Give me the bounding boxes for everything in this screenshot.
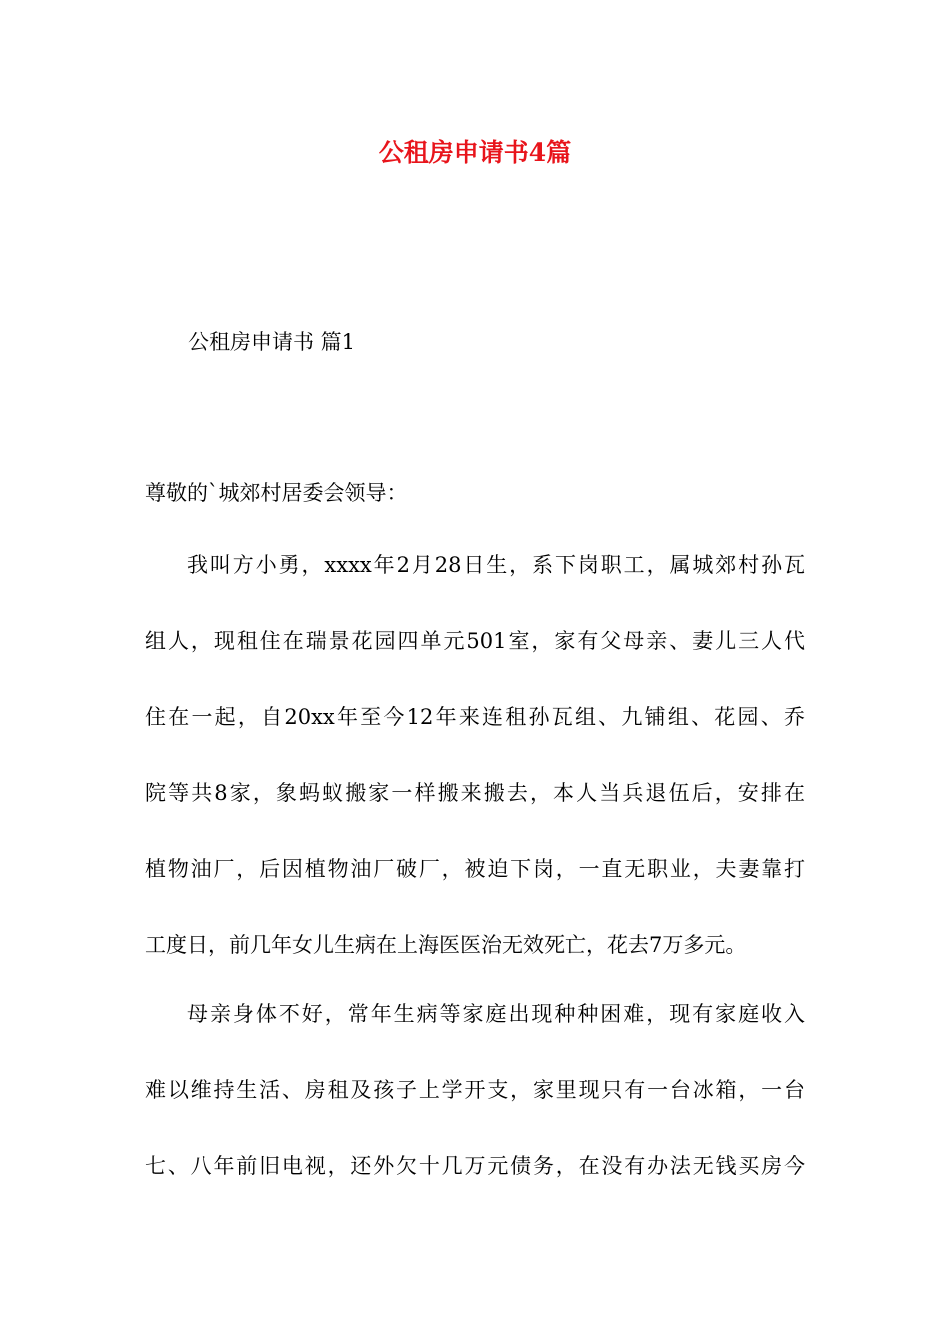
section-heading: 公租房申请书 篇1 bbox=[188, 330, 356, 354]
paragraph-line: 七、八年前旧电视，还外欠十几万元债务，在没有办法无钱买房今 bbox=[145, 1154, 805, 1178]
paragraph-line: 工度日，前几年女儿生病在上海医医治无效死亡，花去7万多元。 bbox=[145, 933, 747, 957]
paragraph-line: 我叫方小勇，xxxx年2月28日生，系下岗职工，属城郊村孙瓦 bbox=[187, 553, 805, 577]
paragraph-1 bbox=[145, 547, 805, 1003]
salutation: 尊敬的`城郊村居委会领导： bbox=[145, 481, 408, 505]
paragraph-line: 组人，现租住在瑞景花园四单元501室，家有父母亲、妻儿三人代 bbox=[145, 629, 805, 653]
paragraph-line: 母亲身体不好，常年生病等家庭出现种种困难，现有家庭收入 bbox=[187, 1002, 805, 1026]
paragraph-line: 植物油厂，后因植物油厂破厂，被迫下岗，一直无职业，夫妻靠打 bbox=[145, 857, 805, 881]
paragraph-line: 院等共8家，象蚂蚁搬家一样搬来搬去，本人当兵退伍后，安排在 bbox=[145, 781, 805, 805]
paragraph-line: 住在一起，自20xx年至今12年来连租孙瓦组、九铺组、花园、乔 bbox=[145, 705, 805, 729]
paragraph-line: 难以维持生活、房租及孩子上学开支，家里现只有一台冰箱，一台 bbox=[145, 1078, 805, 1102]
paragraph-2 bbox=[145, 996, 805, 1224]
document-title: 公租房申请书4篇 bbox=[378, 138, 572, 167]
